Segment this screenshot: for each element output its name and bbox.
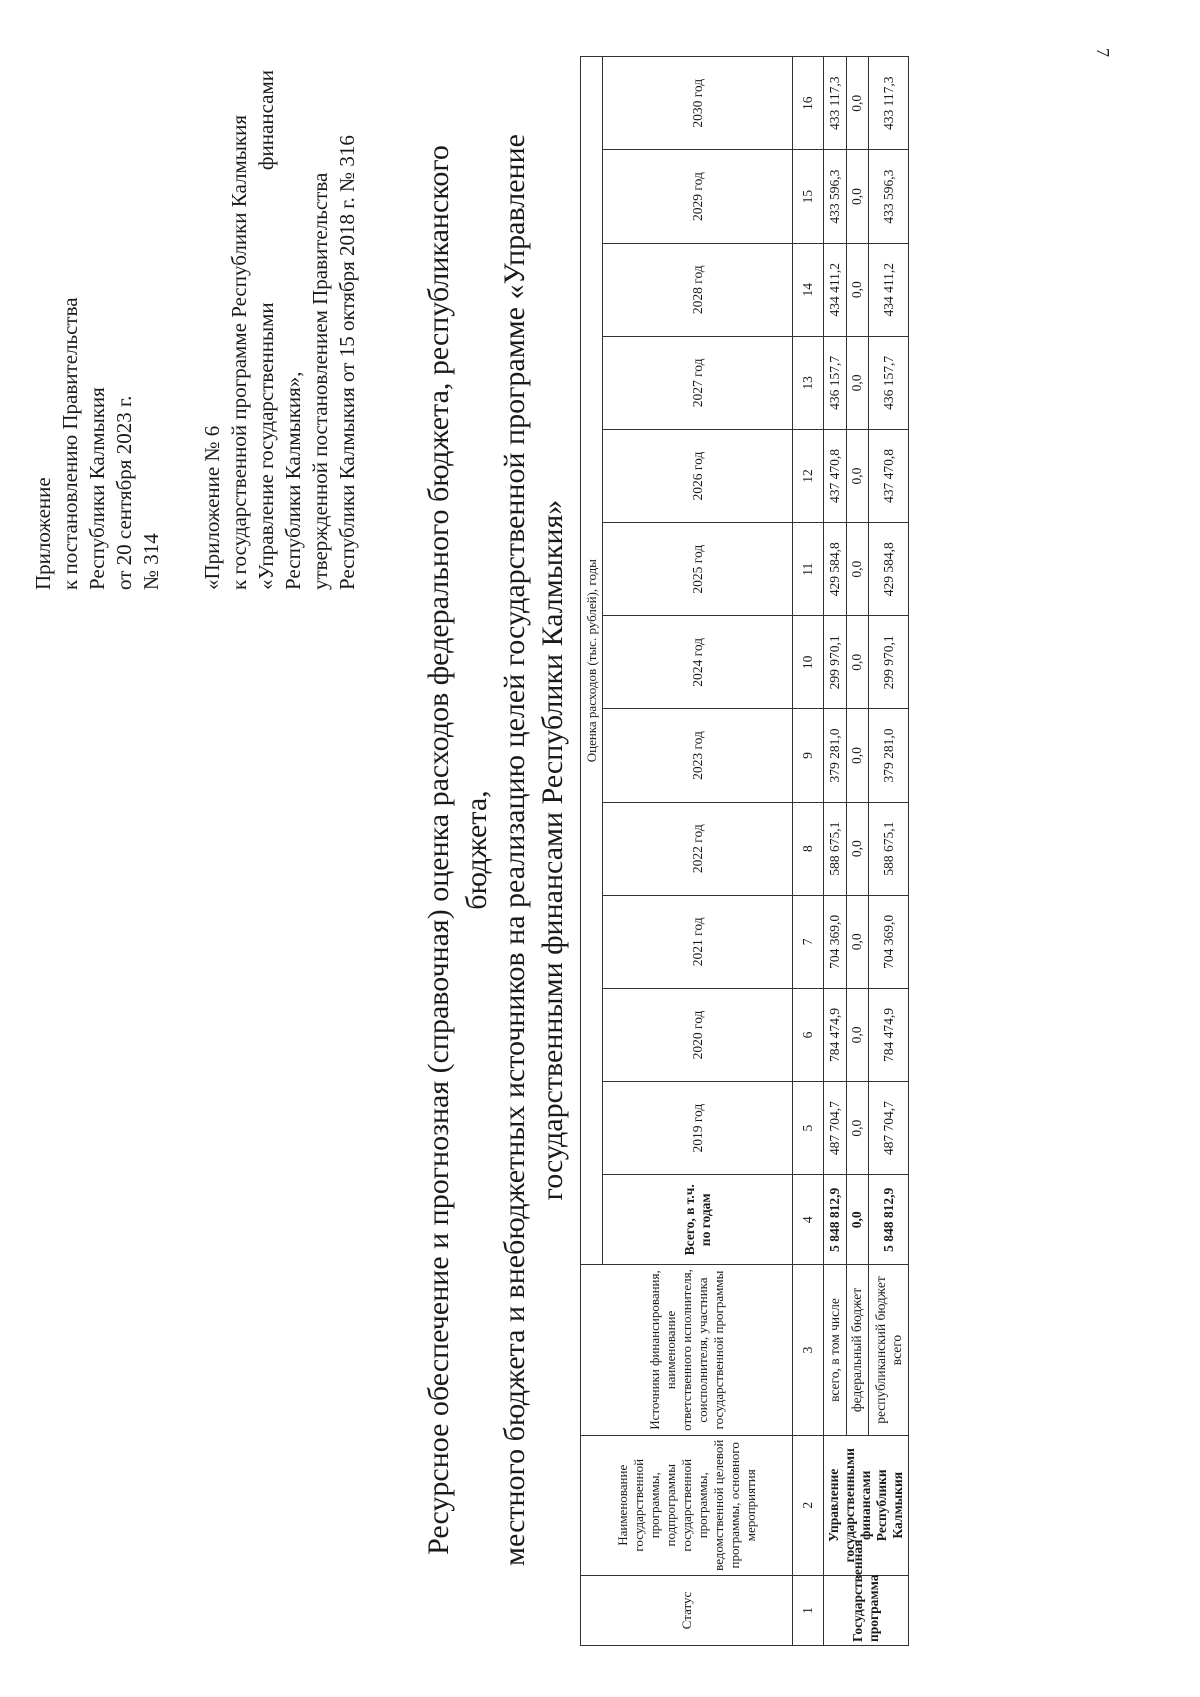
source-cell: федеральный бюджет (846, 1265, 869, 1435)
value-cell: 0,0 (846, 616, 869, 709)
value-cell: 433 596,3 (869, 150, 909, 243)
column-number: 5 (793, 1082, 824, 1175)
value-cell: 784 474,9 (824, 988, 847, 1081)
appendix-line: к постановлению Правительства (58, 297, 82, 590)
total-cell: 0,0 (846, 1175, 869, 1265)
value-cell: 437 470,8 (869, 429, 909, 522)
value-cell: 0,0 (846, 709, 869, 802)
value-cell: 0,0 (846, 243, 869, 336)
value-cell: 0,0 (846, 802, 869, 895)
value-cell: 0,0 (846, 895, 869, 988)
document-title (420, 90, 572, 1610)
header-expense-estimate: Оценка расходов (тыс. рублей), годы (581, 57, 603, 1265)
column-number: 15 (793, 150, 824, 243)
title-line-1: Ресурсное обеспечение и прогнозная (справочная) оценка расходов федерального бюджета, республиканского бюджета, (422, 145, 493, 1555)
value-cell: 784 474,9 (869, 988, 909, 1081)
header-year: 2026 год (603, 429, 793, 522)
column-number: 10 (793, 616, 824, 709)
budget-table (580, 56, 909, 1646)
appendix-quote-justified (253, 70, 280, 590)
column-number: 11 (793, 523, 824, 616)
value-cell: 429 584,8 (869, 523, 909, 616)
value-cell: 0,0 (846, 1082, 869, 1175)
value-cell: 487 704,7 (869, 1082, 909, 1175)
value-cell: 588 675,1 (824, 802, 847, 895)
value-cell: 704 369,0 (869, 895, 909, 988)
appendix-quote-right: финансами (254, 70, 278, 171)
status-cell: Государственная программа (824, 1575, 909, 1645)
value-cell: 0,0 (846, 429, 869, 522)
column-number: 1 (793, 1575, 824, 1645)
appendix-quote-line: к государственной программе Республики Калмыкия (227, 114, 251, 590)
appendix-line: от 20 сентября 2023 г. (112, 395, 136, 590)
value-cell: 704 369,0 (824, 895, 847, 988)
value-cell: 429 584,8 (824, 523, 847, 616)
value-cell: 487 704,7 (824, 1082, 847, 1175)
value-cell: 433 596,3 (824, 150, 847, 243)
header-year: 2023 год (603, 709, 793, 802)
total-cell: 5 848 812,9 (824, 1175, 847, 1265)
header-sources: Источники финансирования, наименование ответственного исполнителя, соисполнителя, участника государственной программы (581, 1265, 793, 1435)
header-program-name: Наименование государственной программы, подпрограммы государственной программы, ведомственной целевой программы, основного мероприятия (581, 1435, 793, 1575)
source-cell: всего, в том числе (824, 1265, 847, 1435)
rotated-document (20, 50, 1060, 1650)
value-cell: 434 411,2 (869, 243, 909, 336)
table-row (824, 57, 847, 1646)
value-cell: 379 281,0 (869, 709, 909, 802)
header-year: 2019 год (603, 1082, 793, 1175)
value-cell: 433 117,3 (824, 57, 847, 150)
header-year: 2025 год (603, 523, 793, 616)
source-cell: республиканский бюджет всего (869, 1265, 909, 1435)
header-year: 2022 год (603, 802, 793, 895)
value-cell: 433 117,3 (869, 57, 909, 150)
total-cell: 5 848 812,9 (869, 1175, 909, 1265)
header-year: 2021 год (603, 895, 793, 988)
value-cell: 0,0 (846, 57, 869, 150)
title-line-2: местного бюджета и внебюджетных источников на реализацию целей государственной программе «Управление (498, 134, 531, 1566)
appendix-quote-line: утвержденной постановлением Правительства (308, 172, 332, 590)
column-number: 12 (793, 429, 824, 522)
appendix-quote-left: «Управление государственными (254, 302, 278, 590)
column-number-row (793, 57, 824, 1646)
header-status: Статус (581, 1575, 793, 1645)
header-year: 2027 год (603, 336, 793, 429)
value-cell: 379 281,0 (824, 709, 847, 802)
value-cell: 0,0 (846, 988, 869, 1081)
appendix-line: Приложение (31, 477, 55, 590)
value-cell: 299 970,1 (869, 616, 909, 709)
column-number: 3 (793, 1265, 824, 1435)
column-number: 4 (793, 1175, 824, 1265)
value-cell: 0,0 (846, 150, 869, 243)
header-year: 2029 год (603, 150, 793, 243)
appendix-quote-line: «Приложение № 6 (200, 425, 224, 590)
header-year: 2030 год (603, 57, 793, 150)
table-row (846, 57, 869, 1646)
column-number: 6 (793, 988, 824, 1081)
column-number: 14 (793, 243, 824, 336)
header-year: 2020 год (603, 988, 793, 1081)
appendix-line: № 314 (139, 533, 163, 590)
value-cell: 588 675,1 (869, 802, 909, 895)
value-cell: 436 157,7 (869, 336, 909, 429)
column-number: 13 (793, 336, 824, 429)
column-number: 16 (793, 57, 824, 150)
page-number: 7 (1093, 48, 1113, 57)
value-cell: 434 411,2 (824, 243, 847, 336)
program-name-cell: Управление государственными финансами Республики Калмыкия (824, 1435, 909, 1575)
table-row (869, 57, 909, 1646)
column-number: 9 (793, 709, 824, 802)
appendix-block (30, 70, 361, 590)
column-number: 2 (793, 1435, 824, 1575)
appendix-line: Республики Калмыкия (85, 387, 109, 590)
value-cell: 299 970,1 (824, 616, 847, 709)
column-number: 7 (793, 895, 824, 988)
value-cell: 437 470,8 (824, 429, 847, 522)
header-year: 2028 год (603, 243, 793, 336)
appendix-quote-line: Республики Калмыкия от 15 октября 2018 г. № 316 (335, 135, 359, 590)
header-total: Всего, в т.ч. по годам (603, 1175, 793, 1265)
value-cell: 0,0 (846, 336, 869, 429)
column-number: 8 (793, 802, 824, 895)
title-line-3: государственными финансами Республики Калмыкия» (536, 499, 569, 1201)
appendix-quote-line: Республики Калмыкия», (281, 371, 305, 590)
value-cell: 0,0 (846, 523, 869, 616)
header-year: 2024 год (603, 616, 793, 709)
value-cell: 436 157,7 (824, 336, 847, 429)
